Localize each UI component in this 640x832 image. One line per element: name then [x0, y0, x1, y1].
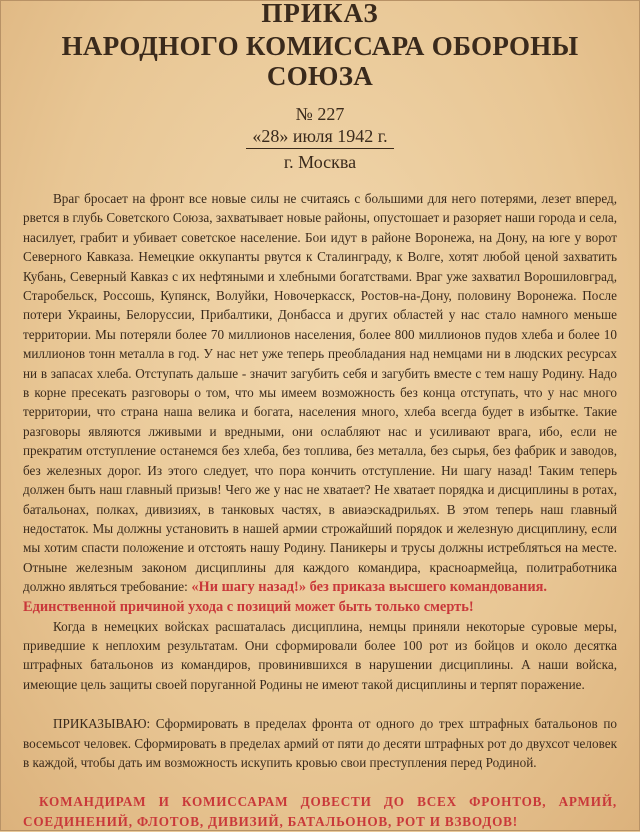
- paragraph-1-text: Враг бросает на фронт все новые силы не считаясь с большими для него потерями, лезет вперед, рвется в глубь Советского Союза, захватывает новые районы, опустошает и разоряет наши города и села, насилует, грабит и убивает советское население. Бои идут в районе Воронежа, на Дону, на юге у ворот Северного Кавказа. Немецкие оккупанты рвутся к Сталинграду, к Волге, хотят любой ценой захватить Кубань, Северный Кавказ с их нефтяными и хлебными богатствами. Враг уже захватил Ворошиловград, Старобельск, Россошь, Купянск, Волуйки, Новочеркасск, Ростов-на-Дону, половину Воронежа. После потери Украины, Белоруссии, Прибалтики, Донбасса и других областей у нас стало намного меньше территории. Мы потеряли более 70 миллионов населения, более 800 миллионов пудов хлеба и более 10 миллионов тонн металла в год. У нас нет уже теперь преобладания над немцами ни в людских ресурсах ни в запасах хлеба. Отступать дальше - значит загубить себя и загубить вместе с тем нашу Родину. Надо в корне пресекать разговоры о том, что мы имеем возможность без конца отступать, что у нас много территории, что страна наша велика и богата, населения много, хлеба всегда будет в избытке. Такие разговоры являются лживыми и вредными, они ослабляют нас и усиливают врага, ибо, если не прекратим отступление останемся без хлеба, без топлива, без металла, без сырья, без фабрик и заводов, без железных дорог. Из этого следует, что пора кончить отступление. Ни шагу назад! Таким теперь должен быть наш главный призыв! Чего же у нас не хватает? Не хватает порядка и дисциплины в ротах, батальонах, полках, дивизиях, в танковых частях, в авиаэскадрильях. В этом теперь наш главный недостаток. Мы должны установить в нашей армии строжайший порядок и железную дисциплину, если мы хотим спасти положение и отстоять нашу Родину. Паникеры и трусы должны истребляться на месте. Отныне железным законом дисциплины для каждого командира, красноармейца, политработника должно являться требование:: [23, 191, 617, 595]
- document-subtitle: НАРОДНОГО КОМИССАРА ОБОРОНЫ СОЮЗА: [61, 31, 579, 91]
- order-number: № 227: [295, 104, 345, 124]
- order-date: «28» июля 1942 г.: [246, 125, 393, 149]
- final-directive: КОМАНДИРАМ И КОМИССАРАМ ДОВЕСТИ ДО ВСЕХ ФРОНТОВ, АРМИЙ, СОЕДИНЕНИЙ, ФЛОТОВ, ДИВИЗИЙ, БАТАЛЬОНОВ, РОТ И ВЗВОДОВ!: [23, 794, 617, 830]
- order-city: г. Москва: [283, 152, 357, 172]
- paragraph-2: Когда в немецких войсках расшаталась дисциплина, немцы приняли некоторые суровые меры, приведшие к неплохим результатам. Они сформировали более 100 рот из бойцов и около десятка штрафных батальонов из командиров, провинившихся в нарушении дисциплины. А наши войска, имеющие цель защиты своей поруганной Родины не имеют такой дисциплины и терпят поражение.: [23, 618, 617, 692]
- document-body: [23, 189, 617, 832]
- paragraph-1: [23, 189, 617, 598]
- red-emphasis-line: Единственной причиной ухода с позиций может быть только смерть!: [23, 598, 474, 615]
- document-title: ПРИКАЗ: [261, 0, 379, 28]
- paragraph-1-red: «Ни шагу назад!» без приказа высшего командования.: [187, 579, 547, 596]
- paragraph-order: ПРИКАЗЫВАЮ: Сформировать в пределах фронта от одного до трех штрафных батальонов по восемьсот человек. Сформировать в пределах армий от пяти до десяти штрафных рот до двухсот человек в каждой, чтобы дать им возможность искупить кровью свои преступления перед Родиной.: [23, 716, 617, 770]
